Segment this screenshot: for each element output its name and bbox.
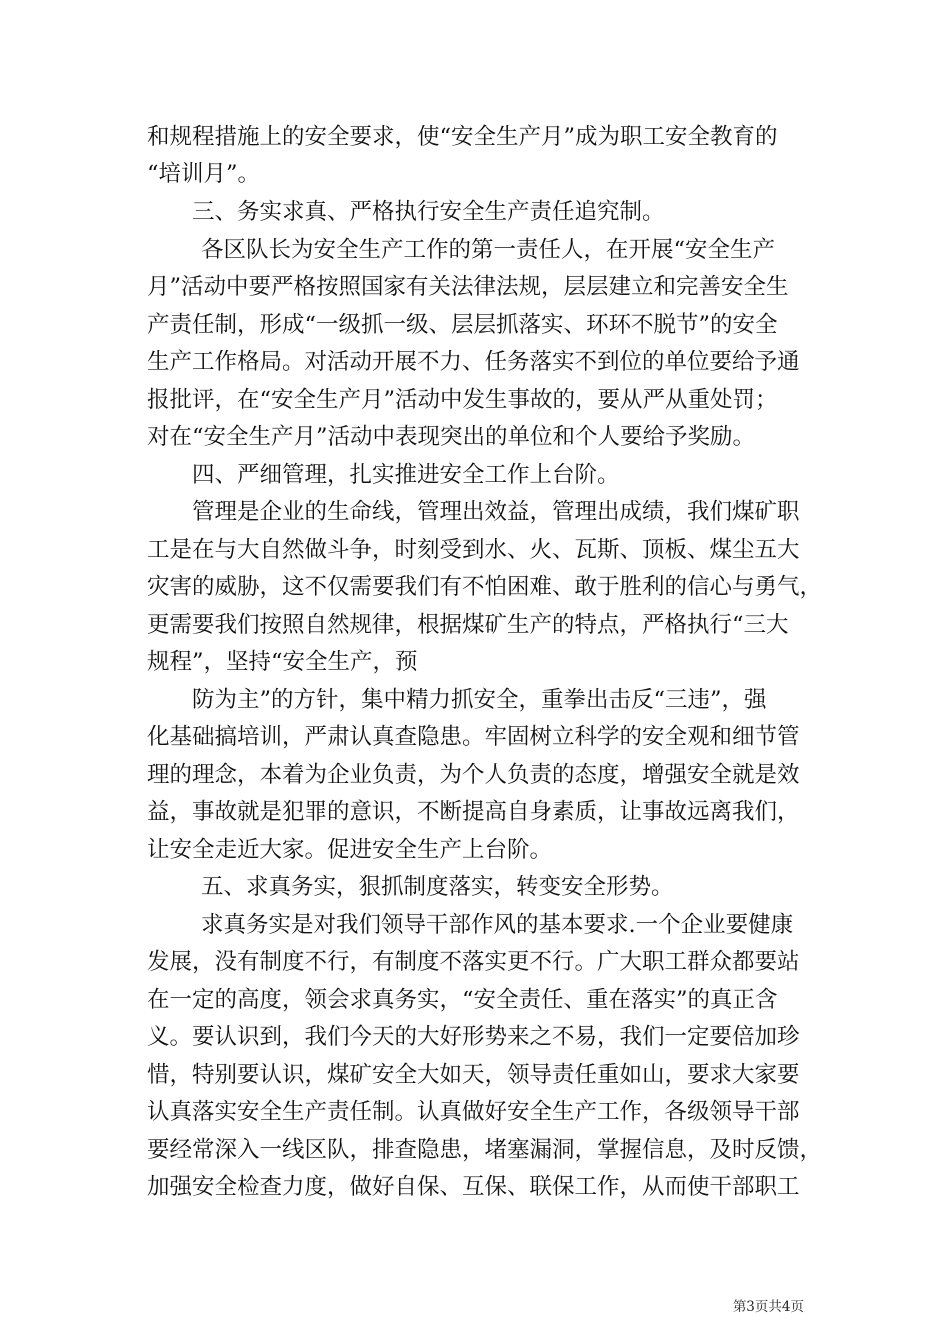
text-line: 惜，特别要认识，煤矿安全大如天，领导责任重如山，要求大家要 (147, 1062, 800, 1088)
text-line: 产责任制，形成“一级抓一级、层层抓落实、环环不脱节”的安全 (147, 312, 778, 338)
text-line: “培训月”。 (147, 161, 261, 187)
text-line: 报批评，在“安全生产月”活动中发生事故的，要从严从重处罚； (147, 387, 778, 413)
page-number: 第3页共4页 (732, 1299, 804, 1315)
text-line: 和规程措施上的安全要求，使“安全生产月”成为职工安全教育的 (147, 124, 778, 150)
text-line: 规程”，坚持“安全生产，预 (147, 649, 418, 675)
text-line: 求真务实是对我们领导干部作风的基本要求.一个企业要健康 (201, 912, 794, 938)
text-line: 防为主”的方针，集中精力抓安全，重拳出击反“三违”，强 (192, 687, 767, 713)
text-line: 工是在与大自然做斗争，时刻受到水、火、瓦斯、顶板、煤尘五大 (147, 537, 800, 563)
text-line: 加强安全检查力度，做好自保、互保、联保工作，从而使干部职工 (147, 1174, 800, 1200)
text-line: 要经常深入一线区队，排查隐患，堵塞漏洞，掌握信息，及时反馈， (147, 1137, 823, 1163)
text-line: 更需要我们按照自然规律，根据煤矿生产的特点，严格执行“三大 (147, 612, 789, 638)
text-line: 灾害的威胁，这不仅需要我们有不怕困难、敢于胜利的信心与勇气， (147, 574, 823, 600)
text-line: 管理是企业的生命线，管理出效益，管理出成绩，我们煤矿职 (192, 499, 800, 525)
text-line: 认真落实安全生产责任制。认真做好安全生产工作，各级领导干部 (147, 1099, 800, 1125)
section-heading: 五、求真务实，狠抓制度落实，转变安全形势。 (201, 874, 674, 900)
text-line: 让安全走近大家。促进安全生产上台阶。 (147, 837, 553, 863)
text-line: 对在“安全生产月”活动中表现突出的单位和个人要给予奖励。 (147, 424, 756, 450)
text-line: 各区队长为安全生产工作的第一责任人，在开展“安全生产 (201, 237, 776, 263)
text-line: 生产工作格局。对活动开展不力、任务落实不到位的单位要给予通 (147, 349, 800, 375)
text-line: 化基础搞培训，严肃认真查隐患。牢固树立科学的安全观和细节管 (147, 724, 800, 750)
section-heading: 三、务实求真、严格执行安全生产责任追究制。 (192, 199, 665, 225)
text-line: 益，事故就是犯罪的意识，不断提高自身素质，让事故远离我们， (147, 799, 800, 825)
text-line: 义。要认识到，我们今天的大好形势来之不易，我们一定要倍加珍 (147, 1024, 800, 1050)
text-line: 在一定的高度，领会求真务实，“安全责任、重在落实”的真正含 (147, 987, 778, 1013)
text-line: 发展，没有制度不行，有制度不落实更不行。广大职工群众都要站 (147, 949, 800, 975)
section-heading: 四、严细管理，扎实推进安全工作上台阶。 (192, 462, 620, 488)
text-line: 理的理念，本着为企业负责，为个人负责的态度，增强安全就是效 (147, 762, 800, 788)
text-line: 月”活动中要严格按照国家有关法律法规，层层建立和完善安全生 (147, 274, 789, 300)
